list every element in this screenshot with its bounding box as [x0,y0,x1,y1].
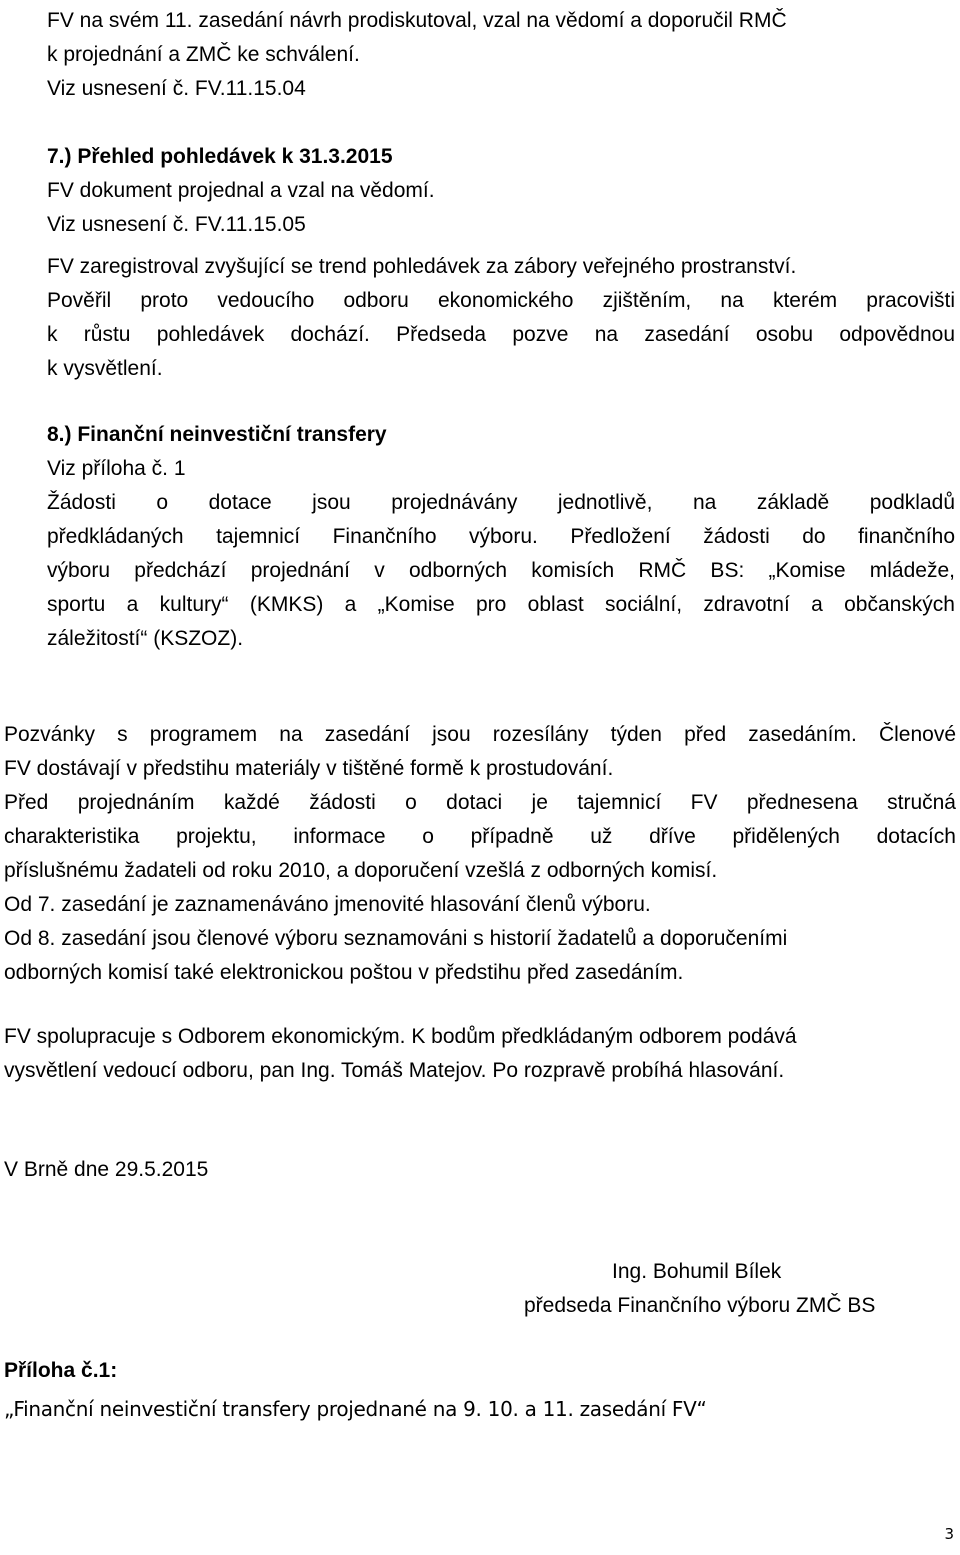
paragraph-line: k růstu pohledávek dochází. Předseda pozve na zasedání osobu odpovědnou [47,323,955,346]
paragraph-line: příslušnému žadateli od roku 2010, a doporučení vzešlá z odborných komisí. [4,859,718,882]
section-heading-7: 7.) Přehled pohledávek k 31.3.2015 [47,145,393,168]
paragraph-line: Žádosti o dotace jsou projednávány jednotlivě, na základě podkladů [47,491,955,514]
paragraph-line: FV zaregistroval zvyšující se trend pohledávek za zábory veřejného prostranství. [47,255,797,278]
paragraph-line: charakteristika projektu, informace o případně už dříve přidělených dotacích [4,825,956,848]
section-heading-8: 8.) Finanční neinvestiční transfery [47,423,387,446]
appendix-title: „Finanční neinvestiční transfery projednané na 9. 10. a 11. zasedání FV“ [4,1397,707,1421]
paragraph-line: Od 7. zasedání je zaznamenáváno jmenovité hlasování členů výboru. [4,893,651,916]
paragraph-line: výboru předchází projednání v odborných komisích RMČ BS: „Komise mládeže, [47,559,955,582]
paragraph-line: FV na svém 11. zasedání návrh prodiskutoval, vzal na vědomí a doporučil RMČ [47,9,787,32]
paragraph-line: předkládaných tajemnicí Finančního výboru. Předložení žádosti do finančního [47,525,955,548]
paragraph-line: Pozvánky s programem na zasedání jsou rozesílány týden před zasedáním. Členové [4,723,956,746]
paragraph-line: FV spolupracuje s Odborem ekonomickým. K bodům předkládaným odborem podává [4,1025,797,1048]
appendix-label: Příloha č.1: [4,1359,118,1382]
resolution-reference: Viz usnesení č. FV.11.15.04 [47,77,306,100]
paragraph-line: Před projednáním každé žádosti o dotaci je tajemnicí FV přednesena stručná [4,791,956,814]
paragraph-line: FV dostávají v předstihu materiály v tištěné formě k prostudování. [4,757,614,780]
paragraph-line: Pověřil proto vedoucího odboru ekonomického zjištěním, na kterém pracovišti [47,289,955,312]
place-and-date: V Brně dne 29.5.2015 [4,1158,209,1181]
paragraph-line: k projednání a ZMČ ke schválení. [47,43,360,66]
paragraph-line: sportu a kultury“ (KMKS) a „Komise pro oblast sociální, zdravotní a občanských [47,593,955,616]
paragraph-line: záležitostí“ (KSZOZ). [47,627,244,650]
page-number: 3 [944,1525,954,1543]
appendix-reference: Viz příloha č. 1 [47,457,186,480]
signer-name: Ing. Bohumil Bílek [612,1260,782,1283]
paragraph-line: Od 8. zasedání jsou členové výboru seznamováni s historií žadatelů a doporučeními [4,927,788,950]
signer-role: předseda Finančního výboru ZMČ BS [524,1294,876,1317]
paragraph-line: vysvětlení vedoucí odboru, pan Ing. Tomáš Matejov. Po rozpravě probíhá hlasování. [4,1059,785,1082]
paragraph-line: FV dokument projednal a vzal na vědomí. [47,179,435,202]
paragraph-line: k vysvětlení. [47,357,163,380]
paragraph-line: odborných komisí také elektronickou poštou v předstihu před zasedáním. [4,961,684,984]
resolution-reference: Viz usnesení č. FV.11.15.05 [47,213,306,236]
